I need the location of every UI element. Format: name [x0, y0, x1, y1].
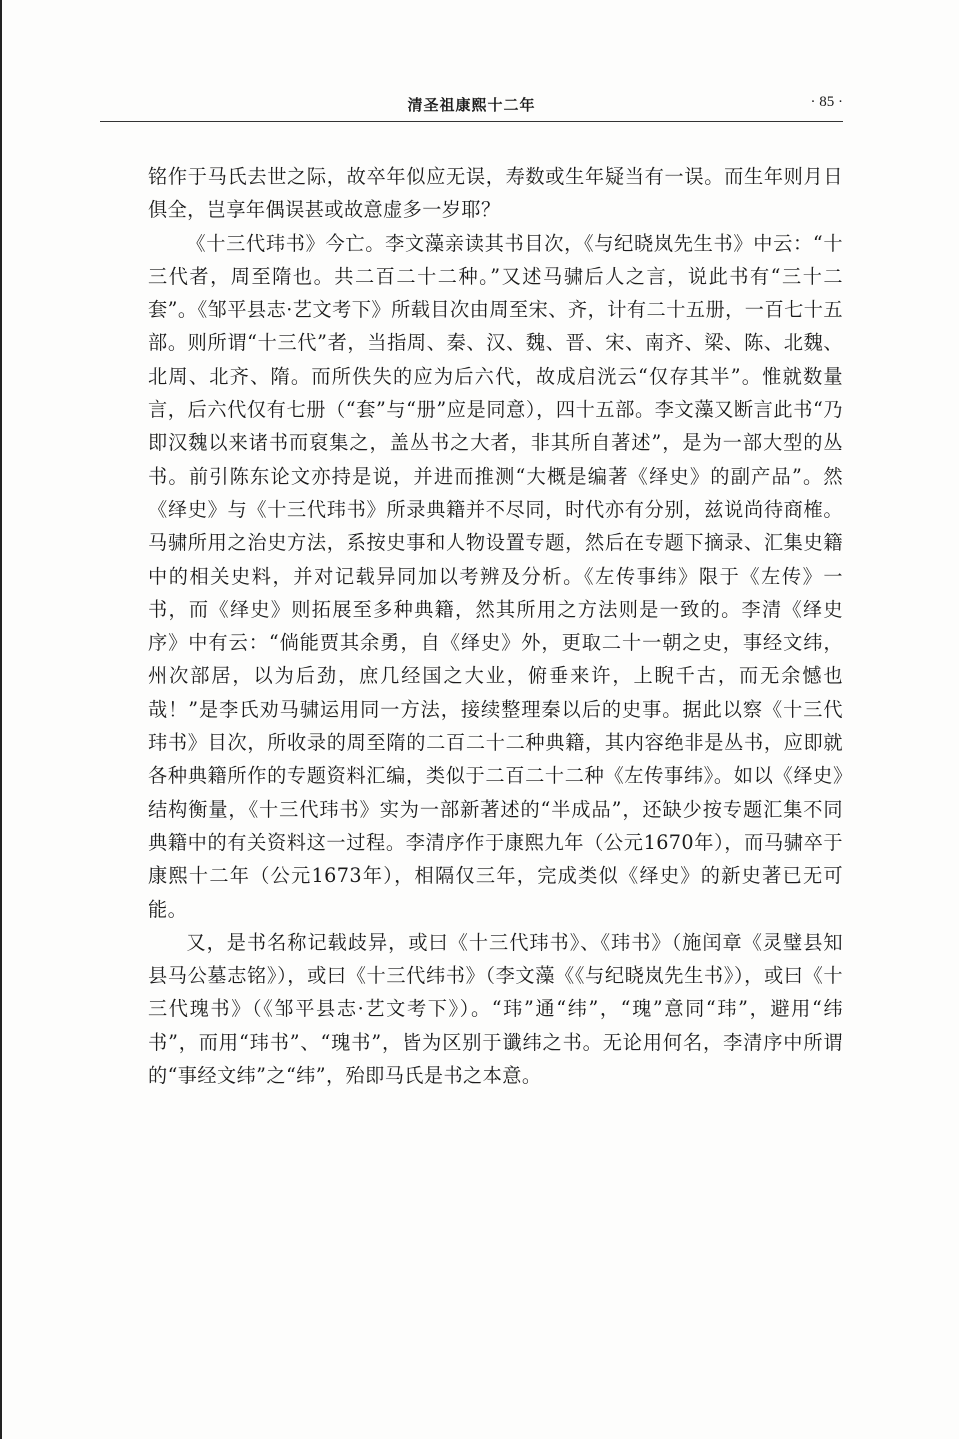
- body-text: [148, 160, 843, 1092]
- header-rule: [100, 121, 843, 122]
- paragraph: 《十三代玮书》今亡。李文藻亲读其书目次，《与纪晓岚先生书》中云：“十三代者，周至隋也。共二百二十二种。”又述马骕后人之言，说此书有“三十二套”。《邹平县志·艺文考下》所载目次由周至宋、齐，计有二十五册，一百七十五部。则所谓“十三代”者，当指周、秦、汉、魏、晋、宋、南齐、梁、陈、北魏、北周、北齐、隋。而所佚失的应为后六代，故成启洸云“仅存其半”。惟就数量言，后六代仅有七册（“套”与“册”应是同意），四十五部。李文藻又断言此书“乃即汉魏以来诸书而裒集之，盖丛书之大者，非其所自著述”，是为一部大型的丛书。前引陈东论文亦持是说，并进而推测“大概是编著《绎史》的副产品”。然《绎史》与《十三代玮书》所录典籍并不尽同，时代亦有分别，兹说尚待商榷。马骕所用之治史方法，系按史事和人物设置专题，然后在专题下摘录、汇集史籍中的相关史料，并对记载异同加以考辨及分析。《左传事纬》限于《左传》一书，而《绎史》则拓展至多种典籍，然其所用之方法则是一致的。李清《绎史序》中有云：“倘能贾其余勇，自《绎史》外，更取二十一朝之史，事经文纬，州次部居，以为后劲，庶几经国之大业，俯垂来许，上睨千古，而无余憾也哉！”是李氏劝马骕运用同一方法，接续整理秦以后的史事。据此以察《十三代玮书》目次，所收录的周至隋的二百二十二种典籍，其内容绝非是丛书，应即就各种典籍所作的专题资料汇编，类似于二百二十二种《左传事纬》。如以《绎史》结构衡量，《十三代玮书》实为一部新著述的“半成品”，还缺少按专题汇集不同典籍中的有关资料这一过程。李清序作于康熙九年（公元1670年），而马骕卒于康熙十二年（公元1673年），相隔仅三年，完成类似《绎史》的新史著已无可能。: [148, 231, 843, 921]
- running-header: [100, 90, 843, 120]
- paragraph: 又，是书名称记载歧异，或曰《十三代玮书》、《玮书》（施闰章《灵璧县知县马公墓志铭》），或曰《十三代纬书》（李文藻《《与纪晓岚先生书》），或曰《十三代瑰书》（《邹平县志·艺文考下》）。“玮”通“纬”，“瑰”意同“玮”，避用“纬书”，而用“玮书”、“瑰书”，皆为区别于谶纬之书。无论用何名，李清序中所谓的“事经文纬”之“纬”，殆即马氏是书之本意。: [148, 930, 843, 1088]
- page-number: · 85 ·: [810, 94, 843, 110]
- paragraph-continued: 铭作于马氏去世之际，故卒年似应无误，寿数或生年疑当有一误。而生年则月日俱全，岂享年偶误甚或故意虚多一岁耶？: [148, 165, 843, 222]
- page-edge: [0, 0, 2, 1439]
- running-header-title: 清圣祖康熙十二年: [407, 96, 536, 114]
